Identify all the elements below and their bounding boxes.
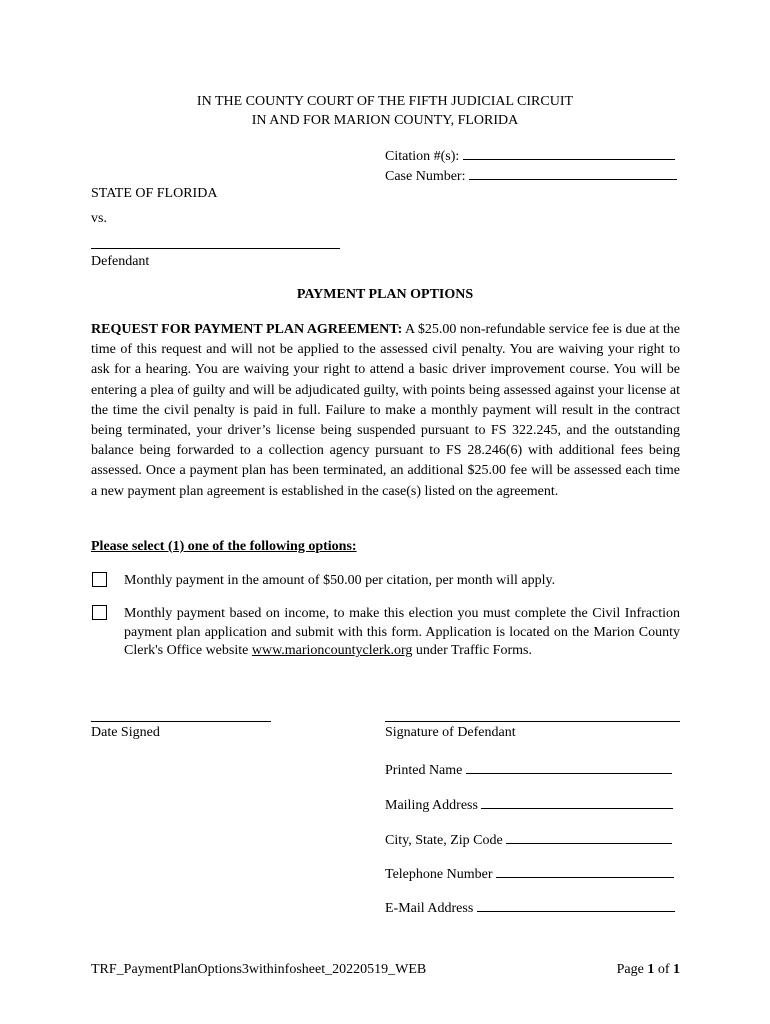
citation-field[interactable] xyxy=(385,146,675,165)
email-label: E-Mail Address xyxy=(385,901,474,916)
date-signed-line[interactable] xyxy=(91,721,271,722)
form-identifier: TRF_PaymentPlanOptions3withinfosheet_20220519_WEB xyxy=(91,962,427,977)
clerk-website-link[interactable]: www.marioncountyclerk.org xyxy=(251,643,413,658)
option2-text-after: under Traffic Forms. xyxy=(412,643,532,658)
city-state-zip-label: City, State, Zip Code xyxy=(385,833,503,848)
option2-text xyxy=(124,605,680,661)
page-number xyxy=(617,962,680,978)
printed-name-label: Printed Name xyxy=(385,763,463,778)
court-title-line2: IN AND FOR MARION COUNTY, FLORIDA xyxy=(251,113,519,128)
telephone-field[interactable] xyxy=(385,864,674,883)
mailing-address-label: Mailing Address xyxy=(385,798,478,813)
printed-name-line[interactable] xyxy=(466,760,672,774)
option1-text: Monthly payment in the amount of $50.00 per citation, per month will apply. xyxy=(124,573,556,588)
court-title-line1: IN THE COUNTY COURT OF THE FIFTH JUDICIAL CIRCUIT xyxy=(196,94,574,109)
mailing-address-line[interactable] xyxy=(481,795,673,809)
page-of: of xyxy=(657,962,670,977)
printed-name-field[interactable] xyxy=(385,760,672,779)
signature-label: Signature of Defendant xyxy=(385,725,516,740)
option2-text-before: Monthly payment based on income, to make this election you must complete the Civil Infraction payment plan application and submit with this form. Application is located on the Marion County Clerk's Office website xyxy=(124,606,680,658)
case-number-line[interactable] xyxy=(469,166,677,180)
city-state-zip-line[interactable] xyxy=(506,830,672,844)
email-line[interactable] xyxy=(477,898,675,912)
state-of-florida: STATE OF FLORIDA xyxy=(91,186,218,201)
page-total: 1 xyxy=(673,962,680,977)
request-paragraph xyxy=(91,320,680,502)
telephone-label: Telephone Number xyxy=(385,867,493,882)
page-current: 1 xyxy=(647,962,655,977)
defendant-label: Defendant xyxy=(91,254,150,269)
document-title: PAYMENT PLAN OPTIONS xyxy=(296,287,474,302)
citation-label: Citation #(s): xyxy=(385,149,460,164)
options-heading: Please select (1) one of the following options: xyxy=(91,539,357,554)
telephone-line[interactable] xyxy=(496,864,674,878)
email-field[interactable] xyxy=(385,898,675,917)
date-signed-label: Date Signed xyxy=(91,725,160,740)
case-number-field[interactable] xyxy=(385,166,677,185)
option1-checkbox[interactable] xyxy=(92,572,107,587)
defendant-name-line[interactable] xyxy=(91,248,340,249)
option2-checkbox[interactable] xyxy=(92,605,107,620)
page-prefix: Page xyxy=(616,962,644,977)
request-heading: REQUEST FOR PAYMENT PLAN AGREEMENT: xyxy=(91,322,403,337)
versus-label: vs. xyxy=(91,211,107,226)
citation-line[interactable] xyxy=(463,146,675,160)
case-number-label: Case Number: xyxy=(385,169,466,184)
request-text: A $25.00 non-refundable service fee is due at the time of this request and will not be applied to the assessed civil penalty. You are waiving your right to ask for a hearing. You are waiving your right to attend a basic driver improvement course. You will be entering a plea of guilty and will be adjudicated guilty, with points being assessed against your license at the time the civil penalty is paid in full. Failure to make a monthly payment will result in the contract being terminated, your driver’s license being suspended pursuant to FS 322.245, and the outstanding balance being forwarded to a collection agency pursuant to FS 28.246(6) with additional fees being assessed. Once a payment plan has been terminated, an additional $25.00 fee will be assessed each time a new payment plan agreement is established in the case(s) listed on the agreement. xyxy=(91,322,680,499)
city-state-zip-field[interactable] xyxy=(385,830,672,849)
mailing-address-field[interactable] xyxy=(385,795,673,814)
signature-line[interactable] xyxy=(385,721,680,722)
